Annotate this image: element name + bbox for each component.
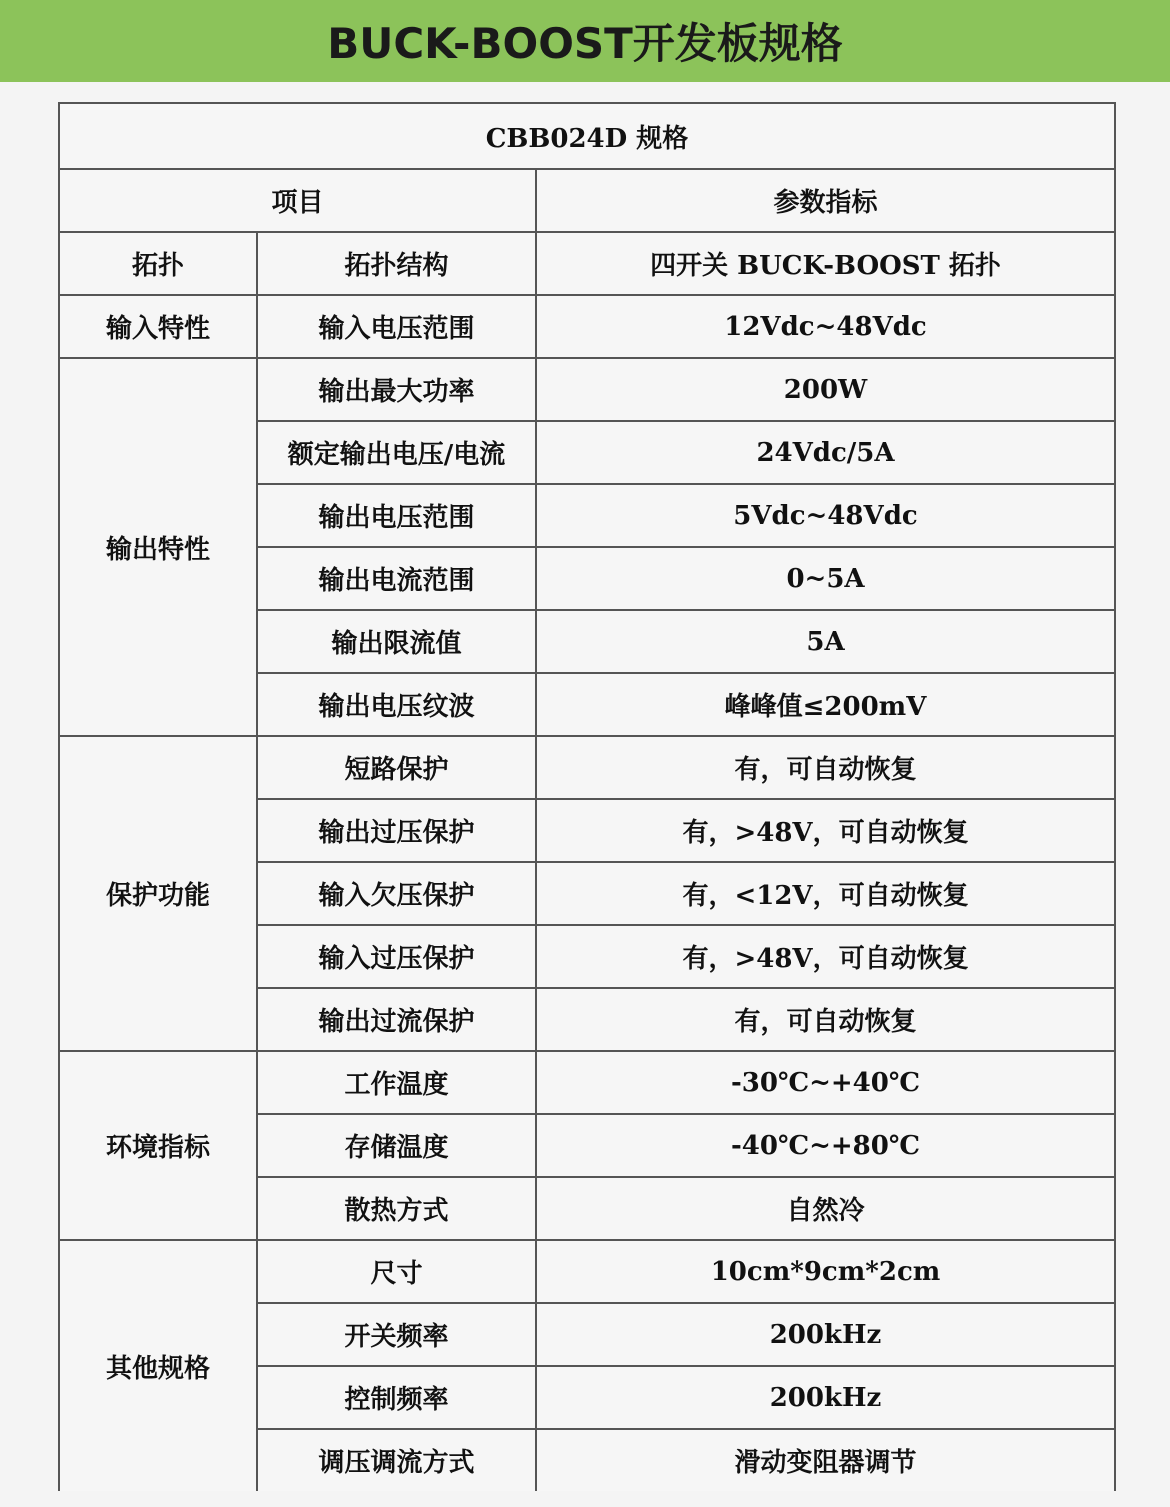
item-value: 有，可自动恢复 xyxy=(536,736,1115,799)
group-label: 保护功能 xyxy=(59,736,257,1051)
group-label: 环境指标 xyxy=(59,1051,257,1240)
title-banner xyxy=(0,0,1170,82)
item-value: 滑动变阻器调节 xyxy=(536,1429,1115,1491)
item-value: 24Vdc/5A xyxy=(536,421,1115,484)
table-row xyxy=(59,736,1115,799)
spec-sheet xyxy=(58,102,1114,1491)
item-label: 输出过流保护 xyxy=(257,988,536,1051)
table-title: CBB024D 规格 xyxy=(59,103,1115,169)
item-value: 有，<12V，可自动恢复 xyxy=(536,862,1115,925)
item-value: 自然冷 xyxy=(536,1177,1115,1240)
spec-table xyxy=(58,102,1116,1491)
table-title-row xyxy=(59,103,1115,169)
table-header-row xyxy=(59,169,1115,232)
table-row xyxy=(59,1240,1115,1303)
item-value: 12Vdc~48Vdc xyxy=(536,295,1115,358)
item-label: 输入欠压保护 xyxy=(257,862,536,925)
item-label: 输入电压范围 xyxy=(257,295,536,358)
item-label: 散热方式 xyxy=(257,1177,536,1240)
item-label: 尺寸 xyxy=(257,1240,536,1303)
item-label: 控制频率 xyxy=(257,1366,536,1429)
item-label: 开关频率 xyxy=(257,1303,536,1366)
item-value: 200kHz xyxy=(536,1303,1115,1366)
table-row xyxy=(59,295,1115,358)
item-label: 拓扑结构 xyxy=(257,232,536,295)
header-item: 项目 xyxy=(59,169,536,232)
item-value: 5Vdc~48Vdc xyxy=(536,484,1115,547)
item-label: 输出最大功率 xyxy=(257,358,536,421)
item-value: 峰峰值≤200mV xyxy=(536,673,1115,736)
item-value: -40℃~+80℃ xyxy=(536,1114,1115,1177)
item-value: 10cm*9cm*2cm xyxy=(536,1240,1115,1303)
item-label: 输出过压保护 xyxy=(257,799,536,862)
item-label: 存储温度 xyxy=(257,1114,536,1177)
item-label: 输出电流范围 xyxy=(257,547,536,610)
item-label: 额定输出电压/电流 xyxy=(257,421,536,484)
item-value: 200kHz xyxy=(536,1366,1115,1429)
item-value: 5A xyxy=(536,610,1115,673)
group-label: 输出特性 xyxy=(59,358,257,736)
item-label: 工作温度 xyxy=(257,1051,536,1114)
item-label: 短路保护 xyxy=(257,736,536,799)
group-label: 输入特性 xyxy=(59,295,257,358)
item-label: 输出限流值 xyxy=(257,610,536,673)
item-value: 有，>48V，可自动恢复 xyxy=(536,799,1115,862)
header-value: 参数指标 xyxy=(536,169,1115,232)
item-value: 有，>48V，可自动恢复 xyxy=(536,925,1115,988)
table-row xyxy=(59,358,1115,421)
item-label: 输入过压保护 xyxy=(257,925,536,988)
item-label: 调压调流方式 xyxy=(257,1429,536,1491)
item-value: 0~5A xyxy=(536,547,1115,610)
table-row xyxy=(59,1051,1115,1114)
item-label: 输出电压范围 xyxy=(257,484,536,547)
table-row xyxy=(59,232,1115,295)
item-value: 有，可自动恢复 xyxy=(536,988,1115,1051)
item-value: 四开关 BUCK-BOOST 拓扑 xyxy=(536,232,1115,295)
group-label: 其他规格 xyxy=(59,1240,257,1491)
item-value: 200W xyxy=(536,358,1115,421)
item-value: -30℃~+40℃ xyxy=(536,1051,1115,1114)
group-label: 拓扑 xyxy=(59,232,257,295)
page-title: BUCK-BOOST开发板规格 xyxy=(327,19,843,68)
item-label: 输出电压纹波 xyxy=(257,673,536,736)
